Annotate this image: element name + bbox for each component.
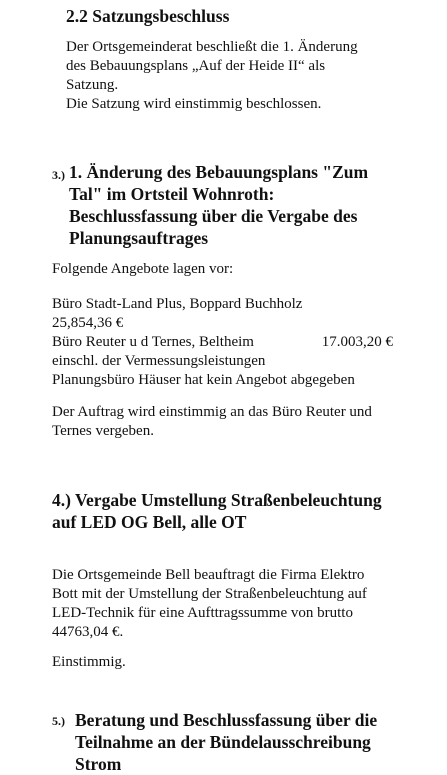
text-line: Ternes vergeben. bbox=[52, 423, 154, 439]
text-line: Bott mit der Umstellung der Straßenbeleuchtung auf bbox=[52, 586, 367, 602]
text-line: Die Satzung wird einstimmig beschlossen. bbox=[66, 96, 322, 112]
item-5-title bbox=[75, 709, 377, 775]
item-3-number: 3.) bbox=[52, 168, 65, 182]
text-line: des Bebauungsplans „Auf der Heide II“ als bbox=[66, 58, 326, 74]
text-line: Der Auftrag wird einstimmig an das Büro Reuter und bbox=[52, 404, 372, 420]
title-line: Strom bbox=[75, 754, 122, 774]
section-2-2-body bbox=[66, 38, 358, 114]
title-line: Tal" im Ortsteil Wohnroth: bbox=[69, 184, 275, 204]
text-line: 44763,04 €. bbox=[52, 624, 124, 640]
item-3-title bbox=[69, 161, 368, 249]
offer-line: einschl. der Vermessungsleistungen bbox=[52, 353, 266, 369]
title-line: 1. Änderung des Bebauungsplans "Zum bbox=[69, 162, 369, 182]
offer-amount: 17.003,20 € bbox=[321, 334, 393, 350]
item-4-result: Einstimmig. bbox=[52, 654, 126, 670]
offer-line: 25,854,36 € bbox=[52, 315, 124, 331]
item-3-decision bbox=[52, 403, 372, 441]
item-4-body bbox=[52, 566, 367, 642]
item-4-title bbox=[52, 489, 382, 533]
item-3-offers bbox=[52, 295, 393, 390]
item-3-intro: Folgende Angebote lagen vor: bbox=[52, 261, 234, 277]
text-line: Der Ortsgemeinderat beschließt die 1. Änderung bbox=[66, 39, 358, 55]
text-line: LED-Technik für eine Aufttragssumme von brutto bbox=[52, 605, 353, 621]
title-line: Beschlussfassung über die Vergabe des bbox=[69, 206, 358, 226]
title-line: Beratung und Beschlussfassung über die bbox=[75, 710, 378, 730]
title-line: auf LED OG Bell, alle OT bbox=[52, 512, 247, 532]
offer-line: Büro Stadt-Land Plus, Boppard Buchholz bbox=[52, 296, 303, 312]
text-line: Die Ortsgemeinde Bell beauftragt die Firma Elektro bbox=[52, 567, 365, 583]
text-line: Satzung. bbox=[66, 77, 119, 93]
offer-name: Büro Reuter u d Ternes, Beltheim bbox=[52, 334, 254, 350]
section-heading-2-2: 2.2 Satzungsbeschluss bbox=[66, 6, 230, 26]
offer-row-reuter bbox=[52, 333, 393, 352]
title-line: 4.) Vergabe Umstellung Straßenbeleuchtung bbox=[52, 490, 382, 510]
title-line: Planungsauftrages bbox=[69, 228, 209, 248]
item-5-number: 5.) bbox=[52, 714, 65, 728]
offer-line: Planungsbüro Häuser hat kein Angebot abgegeben bbox=[52, 372, 355, 388]
title-line: Teilnahme an der Bündelausschreibung bbox=[75, 732, 371, 752]
